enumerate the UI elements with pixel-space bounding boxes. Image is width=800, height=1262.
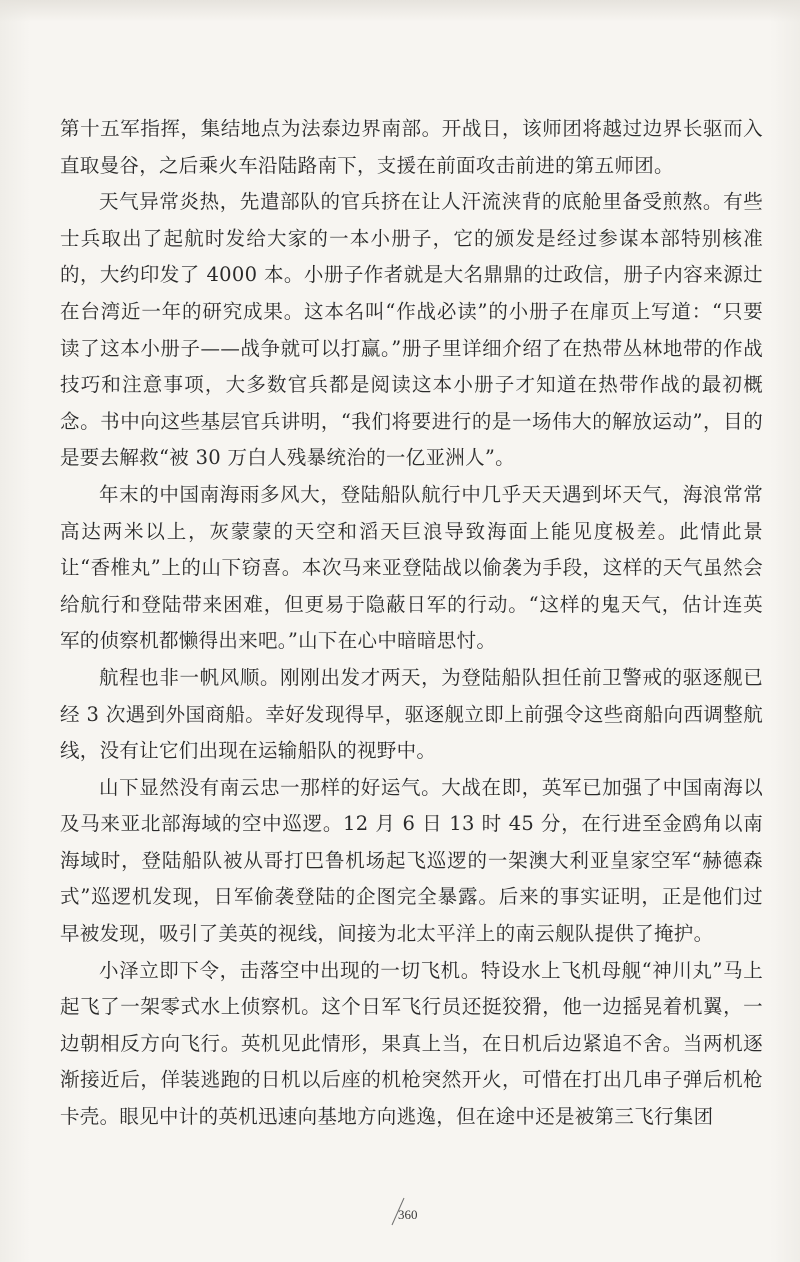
paragraph-1: 第十五军指挥，集结地点为法泰边界南部。开战日，该师团将越过边界长驱而入直取曼谷，之后乘火车沿陆路南下，支援在前面攻击前进的第五师团。 [60, 117, 763, 177]
body-text [60, 111, 763, 1136]
paragraph-4: 航程也非一帆风顺。刚刚出发才两天，为登陆船队担任前卫警戒的驱逐舰已经 3 次遇到外国商船。幸好发现得早，驱逐舰立即上前强令这些商船向西调整航线，没有让它们出现在运输船队的视野中。 [60, 665, 763, 763]
paragraph-3: 年末的中国南海雨多风大，登陆船队航行中几乎天天遇到坏天气，海浪常常高达两米以上，灰蒙蒙的天空和滔天巨浪导致海面上能见度极差。此情此景让“香椎丸”上的山下窃喜。本次马来亚登陆战以偷袭为手段，这样的天气虽然会给航行和登陆带来困难，但更易于隐蔽日军的行动。“这样的鬼天气，估计连英军的侦察机都懒得出来吧。”山下在心中暗暗思忖。 [60, 482, 763, 653]
page-top-shadow [0, 0, 800, 22]
page-footer [0, 1195, 800, 1235]
paragraph-6: 小泽立即下令，击落空中出现的一切飞机。特设水上飞机母舰“神川丸”马上起飞了一架零式水上侦察机。这个日军飞行员还挺狡猾，他一边摇晃着机翼，一边朝相反方向飞行。英机见此情形，果真上当，在日机后边紧追不舍。当两机逐渐接近后，佯装逃跑的日机以后座的机枪突然开火，可惜在打出几串子弹后机枪卡壳。眼见中计的英机迅速向基地方向逃逸，但在途中还是被第三飞行集团 [60, 958, 763, 1129]
paragraph-5: 山下显然没有南云忠一那样的好运气。大战在即，英军已加强了中国南海以及马来亚北部海域的空中巡逻。12 月 6 日 13 时 45 分，在行进至金鸥角以南海域时，登陆船队被从哥打巴鲁机场起飞巡逻的一架澳大利亚皇家空军“赫德森式”巡逻机发现，日军偷袭登陆的企图完全暴露。后来的事实证明，正是他们过早被发现，吸引了美英的视线，间接为北太平洋上的南云舰队提供了掩护。 [60, 775, 763, 946]
page-number: 360 [398, 1207, 418, 1222]
paragraph-2: 天气异常炎热，先遣部队的官兵挤在让人汗流浃背的底舱里备受煎熬。有些士兵取出了起航时发给大家的一本小册子，它的颁发是经过参谋本部特别核准的，大约印发了 4000 本。小册子作者就是大名鼎鼎的辻政信，册子内容来源辻在台湾近一年的研究成果。这本名叫“作战必读”的小册子在扉页上写道：“只要读了这本小册子——战争就可以打赢。”册子里详细介绍了在热带丛林地带的作战技巧和注意事项，大多数官兵都是阅读这本小册子才知道在热带作战的最初概念。书中向这些基层官兵讲明，“我们将要进行的是一场伟大的解放运动”，目的是要去解救“被 30 万白人残暴统治的一亿亚洲人”。 [60, 190, 763, 470]
